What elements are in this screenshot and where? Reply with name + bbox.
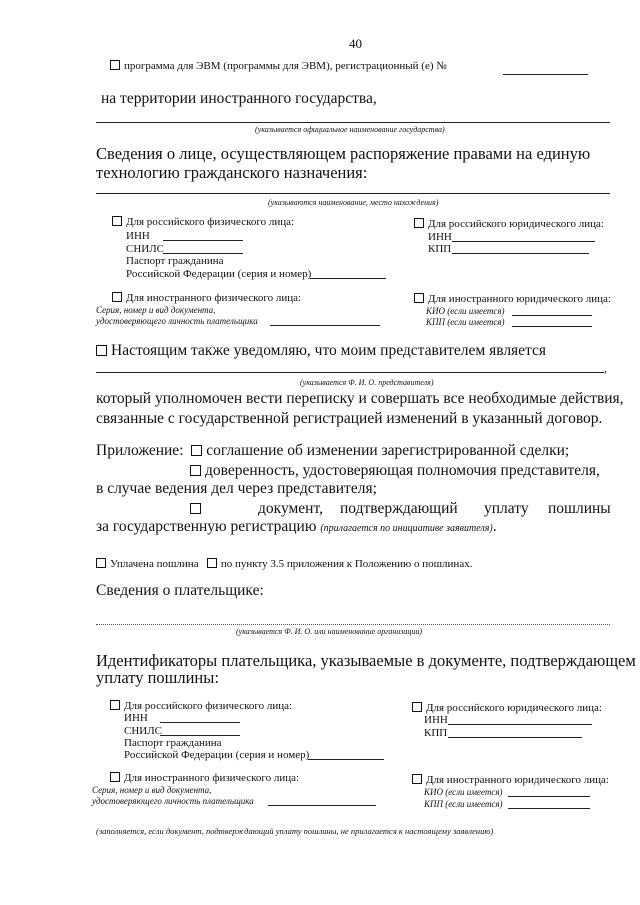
checkbox[interactable] — [414, 293, 424, 303]
fee-paid-label: Уплачена пошлина — [110, 558, 199, 570]
payer-inn-label: ИНН — [124, 712, 148, 724]
payer-foreign-individual-option[interactable] — [110, 772, 299, 784]
ids-title-2: уплату пошлины: — [96, 668, 219, 687]
appendix-3-box — [190, 500, 205, 518]
checkbox[interactable] — [110, 700, 120, 710]
inn2-field[interactable] — [452, 241, 595, 242]
notice-line — [96, 342, 546, 360]
passport-field[interactable] — [310, 278, 386, 279]
payer-doc-label-1: Серия, номер и вид документа, — [92, 785, 212, 795]
payer-kpp-field[interactable] — [448, 737, 582, 738]
payer-ru-individual-option[interactable] — [110, 700, 292, 712]
label: Для российского юридического лица: — [426, 702, 602, 714]
checkbox[interactable] — [412, 774, 422, 784]
snils-field[interactable] — [163, 253, 243, 254]
appendix-label: Приложение: — [96, 442, 184, 459]
app1-text: соглашение об изменении зарегистрированной сделки; — [206, 442, 570, 459]
checkbox[interactable] — [96, 345, 107, 356]
kpp-label: КПП — [428, 243, 452, 255]
reg-number-field[interactable] — [503, 74, 588, 75]
checkbox[interactable] — [110, 60, 120, 70]
payer-passport-label-1: Паспорт гражданина — [124, 737, 222, 749]
territory-text: на территории иностранного государства, — [101, 90, 377, 107]
payer-inn-field[interactable] — [160, 722, 240, 723]
label: Для иностранного юридического лица: — [426, 774, 609, 786]
app3-word-3: уплату — [484, 500, 529, 517]
doc-label-2: удостоверяющего личность плательщика — [96, 316, 258, 326]
payer-kpp-opt-label: КПП (если имеется) — [424, 799, 503, 809]
payer-passport-field[interactable] — [308, 759, 384, 760]
checkbox[interactable] — [96, 558, 106, 568]
payer-snils-label: СНИЛС — [124, 725, 163, 737]
payer-foreign-legal-option[interactable] — [412, 774, 609, 786]
representative-field[interactable] — [96, 372, 604, 373]
authorized-1: который уполномочен вести переписку и совершать все необходимые действия, — [96, 390, 624, 407]
payer-title: Сведения о плательщике: — [96, 582, 264, 599]
label: Для иностранного юридического лица: — [428, 293, 611, 305]
payer-doc-field[interactable] — [268, 805, 376, 806]
checkbox[interactable] — [414, 218, 424, 228]
authorized-2: связанные с государственной регистрацией изменений в указанный договор. — [96, 410, 603, 427]
doc-label-1: Серия, номер и вид документа, — [96, 305, 216, 315]
label: Для иностранного физического лица: — [126, 292, 302, 304]
rights-title-2: технологию гражданского назначения: — [96, 163, 368, 182]
payer-inn2-label: ИНН — [424, 714, 448, 726]
app3-word-1: документ, — [258, 500, 323, 517]
notice-text: Настоящим также уведомляю, что моим представителем является — [111, 342, 547, 359]
app2b-text: в случае ведения дел через представителя; — [96, 480, 377, 497]
checkbox[interactable] — [191, 445, 202, 456]
kpp-opt-label: КПП (если имеется) — [426, 317, 505, 327]
program-label: программа для ЭВМ (программы для ЭВМ), регистрационный (е) № — [124, 60, 447, 72]
payer-doc-label-2: удостоверяющего личность плательщика — [92, 796, 254, 806]
inn2-label: ИНН — [428, 231, 452, 243]
payer-kio-label: КИО (если имеется) — [424, 787, 503, 797]
fee-line — [96, 558, 472, 570]
foreign-individual-option[interactable] — [112, 292, 301, 304]
doc-field[interactable] — [270, 325, 380, 326]
snils-label: СНИЛС — [126, 243, 165, 255]
program-line — [110, 60, 447, 72]
hint-payer: (указывается Ф. И. О. или наименование организации) — [236, 627, 423, 636]
checkbox[interactable] — [190, 465, 201, 476]
checkbox[interactable] — [112, 216, 122, 226]
payer-kpp-label: КПП — [424, 727, 448, 739]
payer-inn2-field[interactable] — [448, 724, 592, 725]
page-number: 40 — [349, 36, 362, 51]
inn-field[interactable] — [163, 240, 243, 241]
footnote: (заполняется, если документ, подтверждающий уплату пошлины, не прилагается к настоящему заявлению) — [96, 826, 494, 836]
name-place-field[interactable] — [96, 193, 610, 194]
label: Для российского физического лица: — [124, 700, 293, 712]
payer-field[interactable] — [96, 624, 610, 625]
hint-name-place: (указываются наименование, место нахождения) — [268, 198, 439, 207]
payer-snils-field[interactable] — [160, 735, 240, 736]
label: Для российского юридического лица: — [428, 218, 604, 230]
label: Для российского физического лица: — [126, 216, 295, 228]
checkbox[interactable] — [412, 702, 422, 712]
kio-field[interactable] — [512, 315, 592, 316]
appendix-1 — [96, 442, 569, 460]
payer-ru-legal-option[interactable] — [412, 702, 602, 714]
checkbox[interactable] — [110, 772, 120, 782]
passport-label-1: Паспорт гражданина — [126, 255, 224, 267]
appendix-3b: за государственную регистрацию (прилагается по инициативе заявителя). — [96, 518, 497, 535]
hint-state: (указывается официальное наименование государства) — [255, 125, 445, 134]
ids-title-1: Идентификаторы плательщика, указываемые в документе, подтверждающем — [96, 651, 636, 670]
app3-hint: (прилагается по инициативе заявителя) — [320, 523, 493, 534]
appendix-2 — [190, 462, 600, 480]
foreign-legal-option[interactable] — [414, 293, 611, 305]
payer-passport-label-2: Российской Федерации (серия и номер) — [124, 749, 310, 761]
ru-legal-option[interactable] — [414, 218, 604, 230]
label: Для иностранного физического лица: — [124, 772, 300, 784]
payer-kpp-opt-field[interactable] — [508, 808, 590, 809]
state-field[interactable] — [96, 122, 610, 123]
checkbox[interactable] — [190, 503, 201, 514]
kio-label: КИО (если имеется) — [426, 306, 505, 316]
rights-title-1: Сведения о лице, осуществляющем распоряжение правами на единую — [96, 144, 591, 163]
kpp-opt-field[interactable] — [512, 326, 592, 327]
comma: , — [604, 361, 607, 375]
kpp-field[interactable] — [452, 253, 589, 254]
checkbox[interactable] — [207, 558, 217, 568]
app3b-text: за государственную регистрацию — [96, 518, 317, 535]
app2-text: доверенность, удостоверяющая полномочия представителя, — [205, 462, 600, 479]
fee-clause-label: по пункту 3.5 приложения к Положению о пошлинах. — [220, 558, 473, 570]
hint-rep: (указывается Ф. И. О. представителя) — [300, 378, 434, 387]
checkbox[interactable] — [112, 292, 122, 302]
app3-word-2: подтверждающий — [340, 500, 458, 517]
inn-label: ИНН — [126, 230, 150, 242]
passport-label-2: Российской Федерации (серия и номер) — [126, 268, 312, 280]
app3-word-4: пошлины — [548, 500, 611, 517]
payer-kio-field[interactable] — [508, 796, 590, 797]
ru-individual-option[interactable] — [112, 216, 294, 228]
